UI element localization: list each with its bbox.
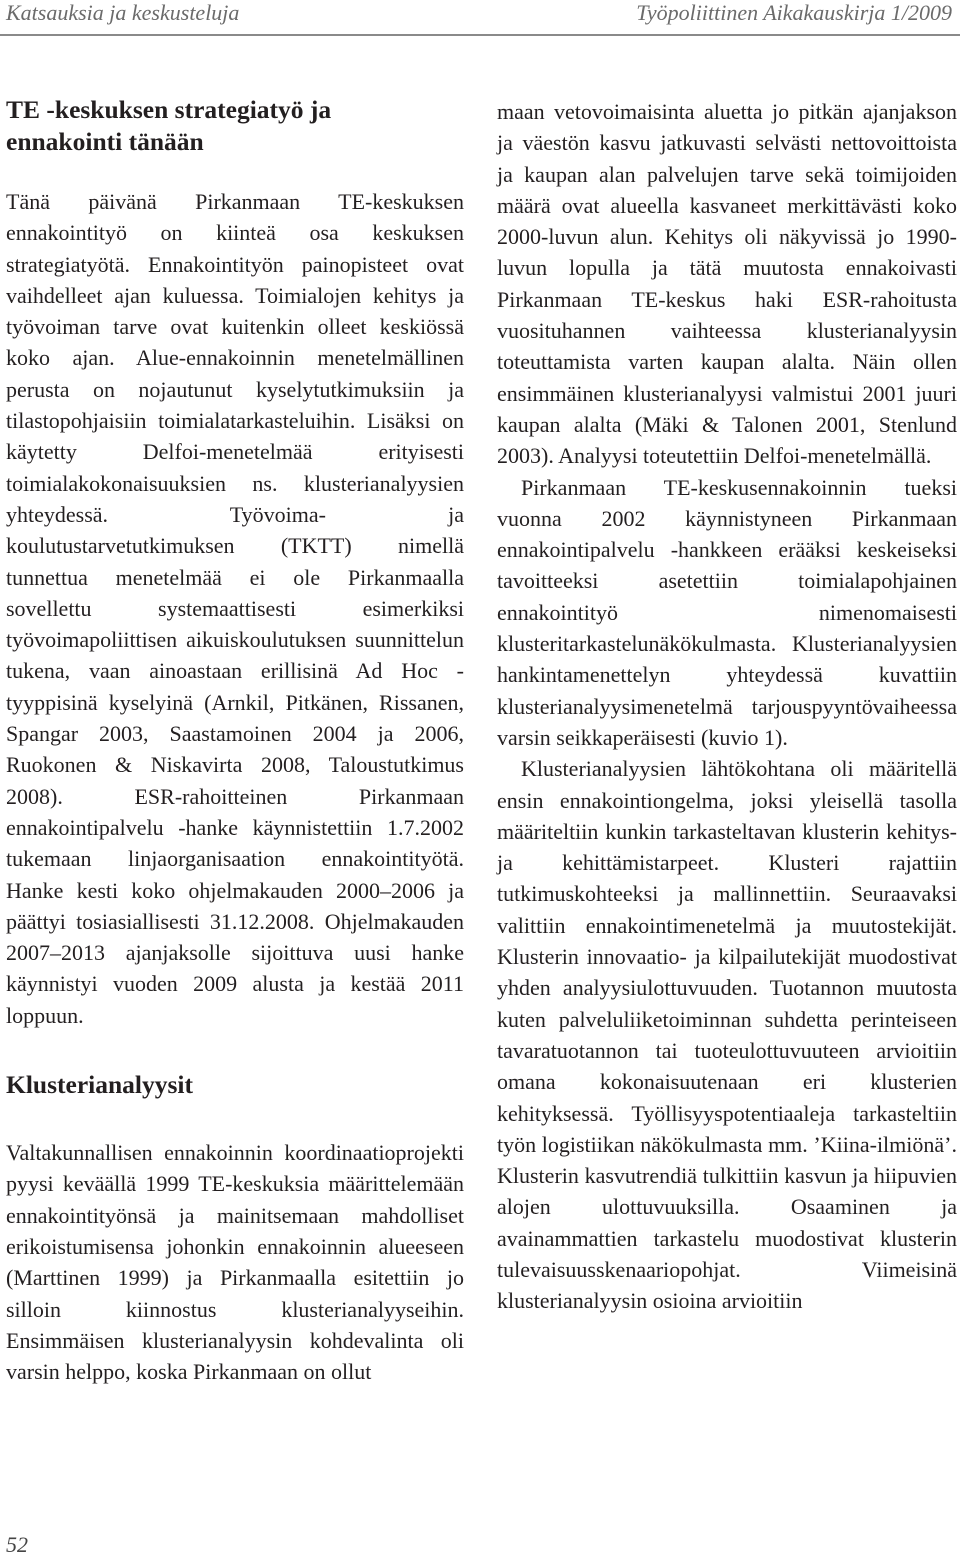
running-header (0, 0, 960, 30)
page-number: 52 (6, 1532, 28, 1557)
section-heading-line-1: TE -keskuksen strategiatyö ja (6, 95, 332, 124)
body-paragraph-strategy: Tänä päivänä Pirkanmaan TE-keskuksen ennakointityö on kiinteä osa keskuksen strategiatyötä. Ennakointityön painopisteet ovat vaihdelleet ajan kuluessa. Toimialojen kehitys ja työvoiman tarve ovat kuitenkin olleet keskiössä koko ajan. Alue-ennakoinnin menetelmällinen perusta on nojautunut kyselytutkimuksiin ja tilastopohjaisiin toimialatarkasteluihin. Lisäksi on käytetty Delfoi-menetelmää erityisesti toimialakokonaisuuksien ns. klusterianalyysien yhteydessä. Työvoima- ja koulutustarvetutkimuksen (TKTT) nimellä tunnettua menetelmää ei ole Pirkanmaalla sovellettu systemaattisesti esimerkiksi työvoimapoliittisen aikuiskoulutuksen suunnittelun tukena, vaan ainoastaan erillisinä Ad Hoc -tyyppisinä kyselyinä (Arnkil, Pitkänen, Rissanen, Spangar 2003, Saastamoinen 2004 ja 2006, Ruokonen & Niskavirta 2008, Taloustutkimus 2008). ESR-rahoitteinen Pirkanmaan ennakointipalvelu -hanke käynnistettiin 1.7.2002 tukemaan linjaorganisaation ennakointityötä. Hanke kesti koko ohjelmakauden 2000–2006 ja päättyi tosiasiallisesti 31.12.2008. Ohjelmakauden 2007–2013 ajanjaksolle sijoittuva uusi hanke käynnistyi vuoden 2009 alusta ja kestää 2011 loppuun. (6, 189, 464, 1028)
section-heading-strategy (6, 94, 464, 158)
body-paragraph-clusters: Valtakunnallisen ennakoinnin koordinaatioprojekti pyysi keväällä 1999 TE-keskuksia määrittelemään ennakointityönsä ja mainitsemaan mahdolliset erikoistumisensa johonkin ennakoinnin alueeseen (Marttinen 1999) ja Pirkanmaalla esitettiin jo silloin kiinnostus klusterianalyyseihin. Ensimmäisen klusterianalyysin kohdevalinta oli varsin helppo, koska Pirkanmaan on ollut (6, 1140, 464, 1385)
header-section-title: Katsauksia ja keskusteluja (6, 0, 240, 25)
body-paragraph-right-2: Pirkanmaan TE-keskusennakoinnin tueksi vuonna 2002 käynnistyneen Pirkanmaan ennakointipalvelu -hankkeen erääksi keskeiseksi tavoitteeksi asetettiin toimialapohjainen ennakointityö nimenomaisesti klusteritarkastelunäkökulmasta. Klusterianalyysien hankintamenettelyn yhteydessä kuvattiin klusterianalyysimenetelmä tarjouspyyntövaiheessa varsin seikkaperäisesti (kuvio 1). (497, 474, 957, 750)
body-paragraph-right-1: maan vetovoimaisinta aluetta jo pitkän ajanjakson ja väestön kasvu jatkuvasti selvästi nettovoittoista ja kaupan alan palvelujen tarve sekä toimijoiden määrä ovat alueella kasvaneet merkittävästi koko 2000-luvun alun. Kehitys oli näkyvissä jo 1990-luvun lopulla ja tätä muutosta ennakoivasti Pirkanmaan TE-keskus haki ESR-rahoitusta vuosituhannen vaihteessa klusterianalyysin toteuttamista varten kaupan alalta. Näin ollen ensimmäinen klusterianalyysi valmistui 2001 juuri kaupan alalta (Mäki & Talonen 2001, Stenlund 2003). Analyysi toteutettiin Delfoi-menetelmällä. (497, 99, 957, 469)
header-rule (0, 34, 960, 36)
section-heading-line-2: ennakointi tänään (6, 127, 204, 156)
section-clusters (6, 1069, 464, 1387)
body-paragraph-right-3: Klusterianalyysien lähtökohtana oli määritellä ensin ennakointiongelma, joksi yleisellä tasolla määriteltiin kunkin tarkasteltavan klusterin kehitys- ja kehittämistarpeet. Klusteri rajattiin tutkimuskohteeksi ja mallinnettiin. Seuraavaksi valittiin ennakointimenetelmä ja muutostekijät. Klusterin innovaatio- ja kilpailutekijät muodostivat yhden analyysiulottuvuuden. Tuotannon muutosta kuten palveluliiketoiminnan suhdetta perinteiseen tavaratuotannon tai tuoteulottuvuuteen arvioitiin omana kokonaisuutenaan eri klusterien kehityksessä. Työllisyyspotentiaaleja tarkasteltiin työn logistiikan näkökulmasta mm. ’Kiina-ilmiönä’. Klusterin kasvutrendiä tulkittiin kasvun ja hiipuvien alojen ulottuvuuksilla. Osaaminen ja avainammattien tarkastelu muodostivat klusterin tulevaisuusskenaariopohjat. Viimeisinä klusterianalyysin osioina arvioitiin (497, 756, 957, 1314)
header-journal-title: Työpoliittinen Aikakauskirja 1/2009 (636, 0, 952, 25)
left-column (6, 94, 464, 1387)
right-column (497, 96, 957, 1317)
section-heading-clusters: Klusterianalyysit (6, 1070, 194, 1100)
